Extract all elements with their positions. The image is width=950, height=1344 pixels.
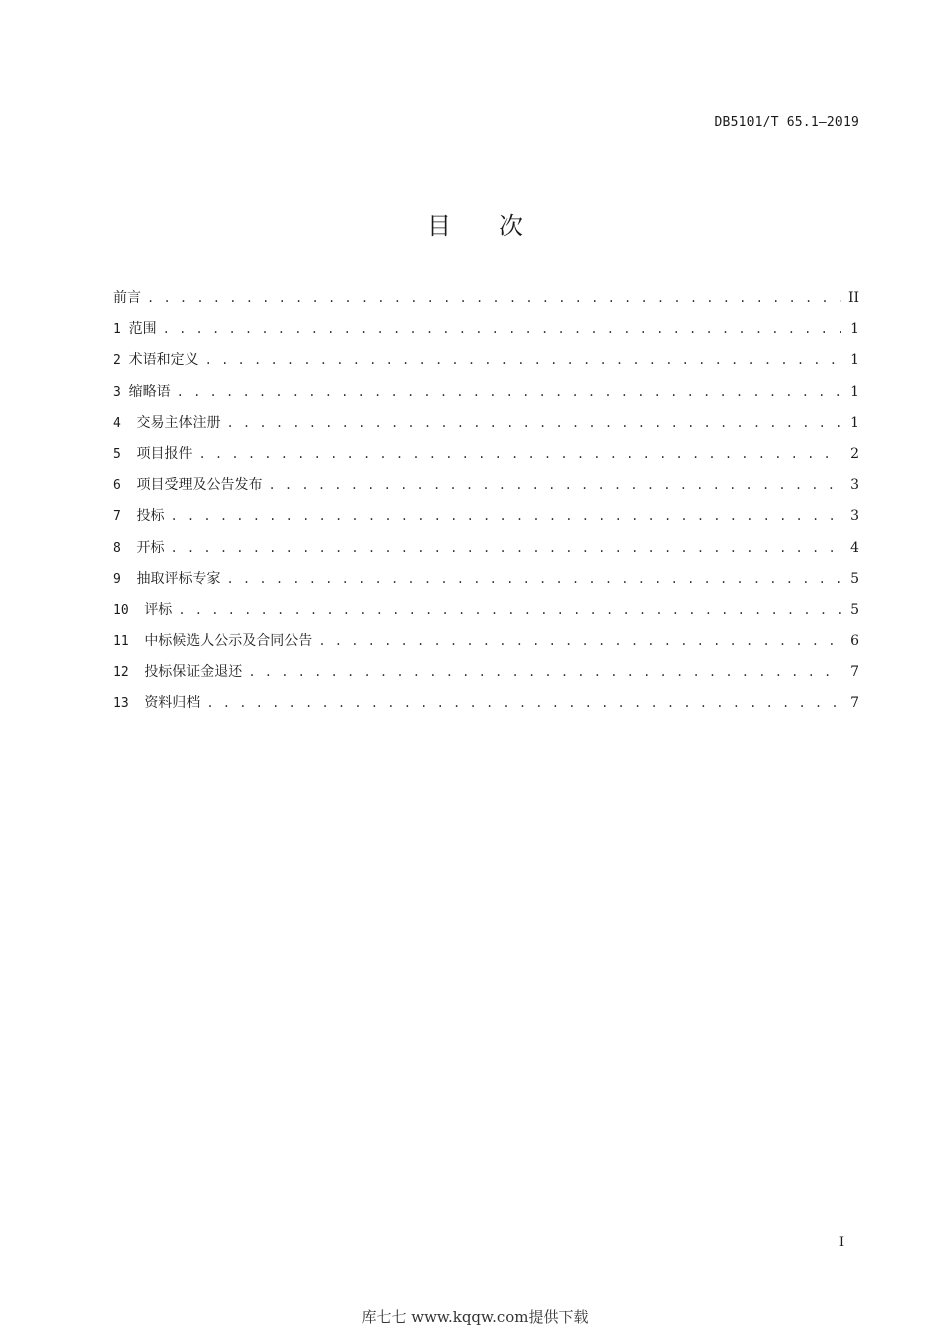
toc-entry-number: 6 <box>113 478 137 494</box>
toc-entry-number: 5 <box>113 446 137 462</box>
toc-entry-12[interactable] <box>113 660 859 691</box>
dot-leader <box>170 536 841 560</box>
toc-entry-label: 项目报件 <box>136 445 193 462</box>
toc-entry-number: 7 <box>113 509 137 525</box>
dot-leader <box>248 660 841 684</box>
toc-entry-5[interactable] <box>113 442 859 473</box>
toc-title-right: 次 <box>499 212 523 240</box>
toc-entry-7[interactable] <box>113 504 859 535</box>
toc-entry-page: II <box>847 290 859 306</box>
toc-entry-number: 3 <box>113 384 129 400</box>
document-code: DB5101/T 65.1—2019 <box>714 115 859 130</box>
toc-entry-page: 7 <box>850 695 859 712</box>
dot-leader <box>178 598 841 622</box>
toc-entry-page: 4 <box>850 539 859 556</box>
toc-entry-number: 12 <box>113 665 145 681</box>
dot-leader <box>226 411 841 435</box>
toc-entry-11[interactable] <box>113 629 859 660</box>
toc-entry-number: 9 <box>113 571 137 587</box>
toc-entry-number: 13 <box>113 696 145 712</box>
toc-entry-page: 5 <box>850 570 859 587</box>
toc-entry-label: 前言 <box>113 290 141 306</box>
footer-watermark: 库七七 www.kqqw.com提供下载 <box>361 1308 589 1326</box>
toc-entry-13[interactable] <box>113 691 859 722</box>
toc-entry-number: 10 <box>113 602 145 618</box>
toc-title <box>0 206 950 241</box>
toc-entry-number: 11 <box>113 634 145 650</box>
toc-entry-page: 6 <box>850 633 859 650</box>
toc-entry-10[interactable] <box>113 598 859 629</box>
dot-leader <box>268 473 841 497</box>
dot-leader <box>177 380 841 404</box>
toc-title-left: 目 <box>427 212 451 240</box>
toc-entry-label: 投标 <box>136 508 165 525</box>
toc-entry-label: 术语和定义 <box>128 352 199 369</box>
toc-entry-label: 投标保证金退还 <box>144 664 243 681</box>
toc-entry-label: 资料归档 <box>144 695 201 712</box>
toc-entry-page: 5 <box>850 601 859 618</box>
toc-entry-label: 范围 <box>128 321 157 338</box>
dot-leader <box>170 504 841 528</box>
toc-entry-6[interactable] <box>113 473 859 504</box>
toc-entry-foreword[interactable] <box>113 286 859 317</box>
toc-entry-1[interactable] <box>113 317 859 348</box>
toc-entry-2[interactable] <box>113 348 859 379</box>
dot-leader <box>318 629 841 653</box>
dot-leader <box>163 317 841 341</box>
toc-entry-label: 开标 <box>136 539 165 556</box>
dot-leader <box>198 442 841 466</box>
toc-entry-number: 2 <box>113 353 129 369</box>
toc-entry-4[interactable] <box>113 411 859 442</box>
toc-list <box>113 286 859 723</box>
dot-leader <box>206 691 841 715</box>
toc-entry-label: 交易主体注册 <box>136 414 221 431</box>
toc-entry-page: 1 <box>850 414 859 431</box>
dot-leader <box>205 348 841 372</box>
toc-entry-number: 4 <box>113 415 137 431</box>
toc-entry-page: 1 <box>850 383 859 400</box>
toc-entry-8[interactable] <box>113 536 859 567</box>
toc-entry-label: 抽取评标专家 <box>136 570 221 587</box>
toc-entry-label: 项目受理及公告发布 <box>136 477 263 494</box>
toc-entry-label: 中标候选人公示及合同公告 <box>144 633 313 650</box>
toc-entry-label: 缩略语 <box>128 383 171 400</box>
toc-entry-9[interactable] <box>113 567 859 598</box>
toc-entry-page: 3 <box>850 477 859 494</box>
toc-entry-number: 8 <box>113 540 137 556</box>
toc-entry-3[interactable] <box>113 380 859 411</box>
page-number: I <box>838 1235 844 1250</box>
toc-entry-label: 评标 <box>144 601 173 618</box>
toc-entry-number: 1 <box>113 322 129 338</box>
dot-leader <box>147 286 841 310</box>
toc-entry-page: 1 <box>850 321 859 338</box>
toc-entry-page: 1 <box>850 352 859 369</box>
toc-entry-page: 2 <box>850 445 859 462</box>
toc-entry-page: 7 <box>850 664 859 681</box>
dot-leader <box>226 567 841 591</box>
toc-entry-page: 3 <box>850 508 859 525</box>
